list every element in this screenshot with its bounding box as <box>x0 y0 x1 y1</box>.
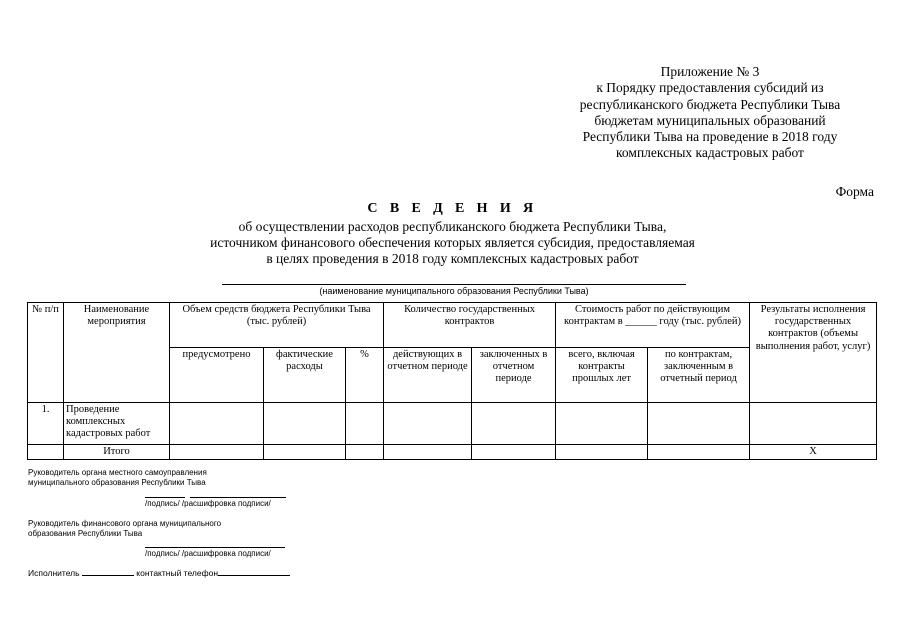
appendix-block <box>560 64 860 162</box>
phone-field[interactable] <box>218 567 290 576</box>
phone-label: контактный телефон <box>136 568 219 578</box>
subheader-active: действующих в отчетном периоде <box>384 348 472 403</box>
form-label: Форма <box>835 184 874 199</box>
subheader-total-incl: всего, включая контракты прошлых лет <box>556 348 648 403</box>
header-num: № п/п <box>28 303 64 403</box>
cell-by-contracts[interactable] <box>648 403 750 445</box>
subheader-planned: предусмотрено <box>170 348 264 403</box>
document-subtitle <box>0 219 905 268</box>
total-actual[interactable] <box>264 445 346 460</box>
cell-concluded[interactable] <box>472 403 556 445</box>
subheader-by-contracts: по контрактам, заключенным в отчетный период <box>648 348 750 403</box>
header-row <box>28 303 877 348</box>
subtitle-line: в целях проведения в 2018 году комплексных кадастровых работ <box>266 251 639 267</box>
head-finance-line: образования Республики Тыва <box>28 529 143 538</box>
appendix-line: республиканского бюджета Республики Тыва <box>579 96 841 112</box>
municipality-caption: (наименование муниципального образования Республики Тыва) <box>319 286 589 296</box>
total-planned[interactable] <box>170 445 264 460</box>
total-concluded[interactable] <box>472 445 556 460</box>
document-title: С В Е Д Е Н И Я <box>367 201 538 216</box>
report-table <box>27 302 877 460</box>
subtitle-line: источником финансового обеспечения которых является субсидия, предоставляемая <box>210 235 695 251</box>
total-total-incl[interactable] <box>556 445 648 460</box>
header-contracts-count: Количество государственных контрактов <box>384 303 556 348</box>
header-results: Результаты исполнения государственных контрактов (объемы выполнения работ, услуг) <box>750 303 877 403</box>
total-row <box>28 445 877 460</box>
header-cost: Стоимость работ по действующим контрактам в ______ году (тыс. рублей) <box>556 303 750 348</box>
subheader-percent: % <box>346 348 384 403</box>
cell-percent[interactable] <box>346 403 384 445</box>
total-label: Итого <box>64 445 170 460</box>
signature-line-2 <box>145 547 285 548</box>
subheader-concluded: заключенных в отчетном периоде <box>472 348 556 403</box>
row-num: 1. <box>28 403 64 445</box>
subtitle-line: об осуществлении расходов республиканского бюджета Республики Тыва, <box>238 219 667 234</box>
total-by-contracts[interactable] <box>648 445 750 460</box>
total-results: X <box>750 445 877 460</box>
appendix-line: Республики Тыва на проведение в 2018 году <box>582 129 838 145</box>
head-finance-line: Руководитель финансового органа муниципального <box>28 519 222 528</box>
appendix-line: Приложение № 3 <box>660 64 760 79</box>
cell-total-incl[interactable] <box>556 403 648 445</box>
head-local-line: муниципального образования Республики Тыва <box>28 478 206 487</box>
cell-actual[interactable] <box>264 403 346 445</box>
row-name: Проведение комплексных кадастровых работ <box>64 403 170 445</box>
header-name: Наименование мероприятия <box>64 303 170 403</box>
head-local-label <box>28 468 207 488</box>
total-num <box>28 445 64 460</box>
subheader-actual: фактические расходы <box>264 348 346 403</box>
head-finance-label <box>28 519 221 539</box>
executor-label: Исполнитель <box>28 568 80 578</box>
table-row <box>28 403 877 445</box>
executor-row <box>28 567 290 578</box>
executor-field[interactable] <box>82 567 134 576</box>
cell-results[interactable] <box>750 403 877 445</box>
cell-planned[interactable] <box>170 403 264 445</box>
signature-caption-2: /подпись/ /расшифровка подписи/ <box>145 549 271 558</box>
appendix-line: бюджетам муниципальных образований <box>594 112 826 128</box>
municipality-fill-line <box>222 284 686 285</box>
appendix-line: к Порядку предоставления субсидий из <box>596 80 824 96</box>
head-local-line: Руководитель органа местного самоуправления <box>28 468 207 477</box>
signature-line <box>145 497 185 498</box>
cell-active[interactable] <box>384 403 472 445</box>
total-active[interactable] <box>384 445 472 460</box>
appendix-line: комплексных кадастровых работ <box>616 145 804 161</box>
signature-decode-line <box>190 497 286 498</box>
header-budget: Объем средств бюджета Республики Тыва (тыс. рублей) <box>170 303 384 348</box>
total-percent[interactable] <box>346 445 384 460</box>
signature-caption: /подпись/ /расшифровка подписи/ <box>145 499 271 508</box>
